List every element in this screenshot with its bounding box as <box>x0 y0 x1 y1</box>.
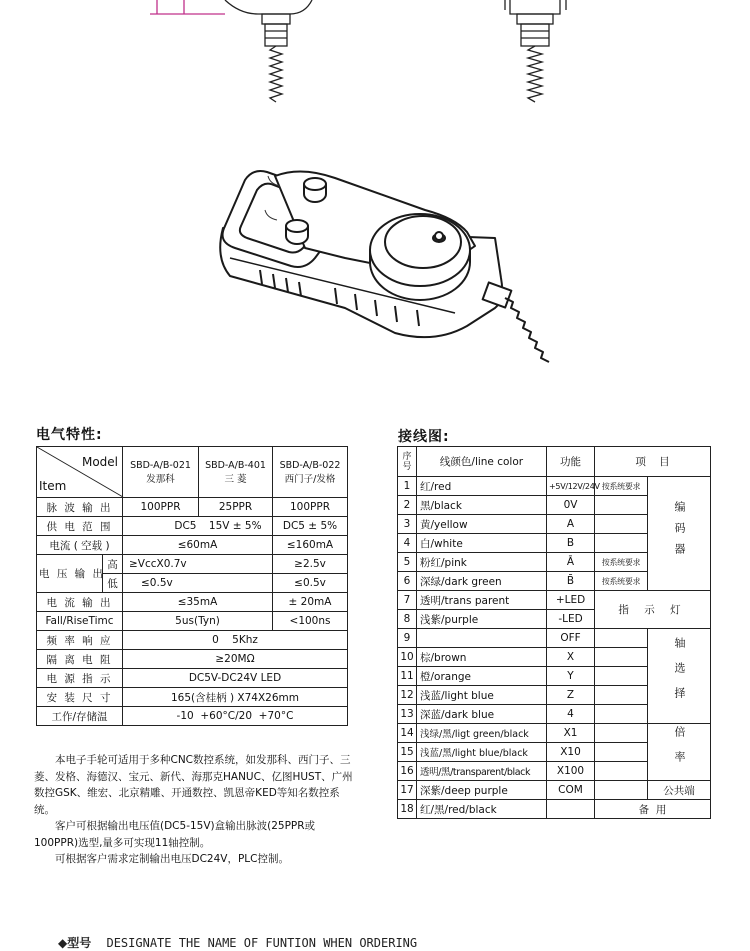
description-p2: 客户可根据输出电压值(DC5-15V)盒输出脉波(25PPR或100PPR)选型,量多可实现11轴控制。 <box>34 820 316 849</box>
table-row: 14 浅绿/黑/ligt green/black X1 倍率 <box>398 724 711 743</box>
description-p3: 可根据客户需求定制输出电压DC24V，PLC控制。 <box>55 853 289 865</box>
table-row: 15 浅蓝/黑/light blue/black X10 <box>398 743 711 762</box>
item-label: Item <box>39 479 67 493</box>
table-row: 6 深绿/dark green B̄ 按系统要求 <box>398 572 711 591</box>
table-row: 18 红/黑/red/black 备 用 <box>398 800 711 819</box>
group-common: 公共端 <box>648 781 711 800</box>
row-pulse: 脉 波 输 出 100PPR 25PPR 100PPR <box>37 498 348 517</box>
table-row: 5 粉红/pink Ā 按系统要求 <box>398 553 711 572</box>
header-item: 项 目 <box>595 447 711 477</box>
group-axis: 轴选择 <box>648 629 711 724</box>
group-spare: 备 用 <box>595 800 711 819</box>
header-no: 序号 <box>398 447 417 477</box>
table-row: 16 透明/黑/transparent/black X100 <box>398 762 711 781</box>
table-header-row <box>37 447 348 498</box>
table-row: 9 OFF 轴选择 <box>398 629 711 648</box>
group-indicator: 指 示 灯 <box>595 591 711 629</box>
wiring-header-row <box>398 447 711 477</box>
footer-text: DESIGNATE THE NAME OF FUNTION WHEN ORDERING <box>106 936 418 950</box>
group-encoder: 编码器 <box>648 477 711 591</box>
header-func: 功能 <box>547 447 595 477</box>
model-col-2: SBD-A/B-401 三 菱 <box>199 447 273 498</box>
table-row: 4 白/white B <box>398 534 711 553</box>
model-heading: ◆型号 <box>58 936 92 950</box>
table-row: 3 黄/yellow A <box>398 515 711 534</box>
handwheel-drawing <box>205 158 565 348</box>
table-row: 13 深蓝/dark blue 4 <box>398 705 711 724</box>
group-multiplier: 倍率 <box>648 724 711 781</box>
row-supply: 供 电 范 围 DC5 15V ± 5% DC5 ± 5% <box>37 517 348 536</box>
model-label: Model <box>81 455 118 469</box>
model-col-3: SBD-A/B-022 西门子/发格 <box>273 447 348 498</box>
row-rise-time: Fall/RiseTimc 5us(Tyn) <100ns <box>37 612 348 631</box>
row-isolation: 隔 离 电 阻 ≥20MΩ <box>37 650 348 669</box>
table-row: 1 红/red +5V/12V/24V 按系统要求 编码器 <box>398 477 711 496</box>
top-drawings <box>0 0 750 120</box>
row-install-size: 安 装 尺 寸 165(含桂柄 ) X74X26mm <box>37 688 348 707</box>
side-view-drawing <box>505 0 566 102</box>
table-row: 11 橙/orange Y <box>398 667 711 686</box>
row-output-current: 电 流 输 出 ≤35mA ± 20mA <box>37 593 348 612</box>
description <box>34 752 356 868</box>
model-col-1: SBD-A/B-021 发那科 <box>123 447 199 498</box>
wiring-title: 接线图: <box>398 429 450 445</box>
footer <box>58 934 417 951</box>
header-color: 线颜色/line color <box>417 447 547 477</box>
table-row: 12 浅蓝/light blue Z <box>398 686 711 705</box>
row-power-indicator: 电 源 指 示 DC5V-DC24V LED <box>37 669 348 688</box>
row-voltage-low: 低 ≤0.5v ≤0.5v <box>37 574 348 593</box>
row-voltage-high: 电 压 输 出 高 ≥VccX0.7v ≥2.5v <box>37 555 348 574</box>
table-row: 7 透明/trans parent +LED 指 示 灯 <box>398 591 711 610</box>
electrical-table <box>36 446 348 726</box>
electrical-title: 电气特性: <box>36 427 103 443</box>
wiring-table <box>397 446 711 819</box>
row-temperature: 工作/存储温 -10 +60°C/20 +70°C <box>37 707 348 726</box>
table-row: 17 深紫/deep purple COM 公共端 <box>398 781 711 800</box>
row-frequency: 频 率 响 应 0 5Khz <box>37 631 348 650</box>
description-p1: 本电子手轮可适用于多种CNC数控系统，如发那科、西门子、三菱、发格、海德汉、宝元、新代、海那克HANUC、亿图HUST、广州数控GSK、维宏、北京精雕、开通数控、凯恩帝KED等知名数控系统。 <box>34 754 353 816</box>
model-item-header <box>37 447 123 498</box>
table-row: 10 棕/brown X <box>398 648 711 667</box>
table-row: 2 黑/black 0V <box>398 496 711 515</box>
front-view-drawing <box>150 0 312 102</box>
table-row: 8 浅紫/purple -LED <box>398 610 711 629</box>
row-current: 电流 ( 空载 ) ≤60mA ≤160mA <box>37 536 348 555</box>
